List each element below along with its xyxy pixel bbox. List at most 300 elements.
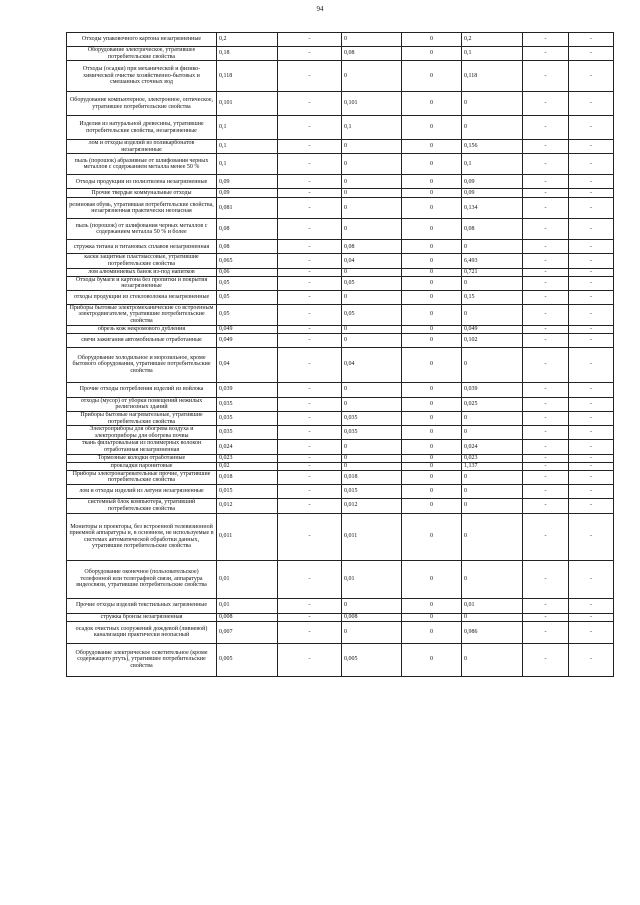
value-cell-4: 0 [402,484,462,498]
value-cell-6: - [523,598,569,613]
value-cell-5: 0 [462,484,523,498]
value-cell-3: 0 [342,454,402,462]
value-cell-7: - [569,240,614,254]
value-cell-7: - [569,268,614,276]
value-cell-6: - [523,440,569,454]
value-cell-2: - [278,560,342,598]
table-row [67,276,614,290]
value-cell-2: - [278,219,342,240]
waste-name-cell: резиновая обувь, утратившая потребительские свойства, незагрязненная практически неопасная [67,198,217,219]
waste-name-cell: стружка бронзы незагрязненная [67,613,217,621]
value-cell-2: - [278,154,342,175]
waste-name-cell: Отходы бумаги и картона без пропитки и покрытия незагрязненные [67,276,217,290]
value-cell-4: 0 [402,198,462,219]
value-cell-2: - [278,240,342,254]
table-row [67,347,614,382]
value-cell-3: 0,08 [342,240,402,254]
value-cell-5: 0,01 [462,598,523,613]
waste-name-cell: Прочие отходы изделий текстильных загрязненные [67,598,217,613]
value-cell-6: - [523,643,569,676]
value-cell-6: - [523,290,569,304]
value-cell-6: - [523,613,569,621]
table-row [67,47,614,61]
value-cell-2: - [278,470,342,484]
value-cell-4: 0 [402,470,462,484]
value-cell-2: - [278,33,342,47]
value-cell-7: - [569,254,614,268]
waste-name-cell: отходы (мусор) от уборки помещений нежилых религиозных зданий [67,397,217,411]
value-cell-3: 0 [342,268,402,276]
value-cell-5: 0,049 [462,325,523,333]
value-cell-3: 0 [342,154,402,175]
value-cell-4: 0 [402,92,462,116]
waste-name-cell: Оборудование оконечное (пользовательское) телефонной или телеграфной связи, аппаратура видеосвязи, утратившие потребительские свойства [67,560,217,598]
waste-name-cell: Оборудование компьютерное, электронное, оптическое, утратившее потребительские свойства [67,92,217,116]
value-cell-3: 0,035 [342,426,402,440]
value-cell-6: - [523,513,569,560]
waste-name-cell: Электроприборы для обогрева воздуха и электроприборы для обогрева почвы [67,426,217,440]
value-cell-2: - [278,268,342,276]
value-cell-7: - [569,140,614,154]
value-cell-1: 0,023 [217,454,278,462]
value-cell-2: - [278,189,342,198]
value-cell-1: 0,049 [217,333,278,347]
value-cell-1: 0,024 [217,440,278,454]
value-cell-4: 0 [402,154,462,175]
value-cell-6: - [523,219,569,240]
table-row [67,304,614,325]
value-cell-6: - [523,484,569,498]
value-cell-5: 0 [462,240,523,254]
value-cell-5: 0,1 [462,47,523,61]
waste-name-cell: Оборудование электрическое осветительное (кроме содержащего ртуть), утратившее потребительские свойства [67,643,217,676]
value-cell-5: 0,986 [462,621,523,643]
value-cell-2: - [278,325,342,333]
waste-name-cell: пыль (порошок) абразивные от шлифования черных металлов с содержанием металла менее 50 % [67,154,217,175]
value-cell-3: 0 [342,598,402,613]
value-cell-4: 0 [402,333,462,347]
value-cell-6: - [523,198,569,219]
value-cell-4: 0 [402,240,462,254]
value-cell-1: 0,18 [217,47,278,61]
value-cell-4: 0 [402,304,462,325]
value-cell-1: 0,05 [217,276,278,290]
value-cell-6: - [523,240,569,254]
value-cell-4: 0 [402,411,462,425]
value-cell-5: 0,156 [462,140,523,154]
value-cell-6: - [523,397,569,411]
value-cell-4: 0 [402,621,462,643]
value-cell-7: - [569,347,614,382]
value-cell-4: 0 [402,276,462,290]
value-cell-7: - [569,621,614,643]
value-cell-2: - [278,513,342,560]
value-cell-4: 0 [402,116,462,140]
value-cell-3: 0 [342,33,402,47]
table-row [67,325,614,333]
waste-name-cell: ткань фильтровальная из полимерных волокон отработанная незагрязненная [67,440,217,454]
value-cell-7: - [569,175,614,189]
value-cell-3: 0 [342,462,402,470]
value-cell-2: - [278,382,342,397]
table-row [67,254,614,268]
value-cell-1: 0,05 [217,290,278,304]
value-cell-6: - [523,333,569,347]
table-row [67,470,614,484]
value-cell-6: - [523,189,569,198]
value-cell-6: - [523,268,569,276]
value-cell-5: 0,023 [462,454,523,462]
value-cell-2: - [278,484,342,498]
value-cell-2: - [278,61,342,92]
value-cell-4: 0 [402,382,462,397]
waste-name-cell: Отходы упаковочного картона незагрязненные [67,33,217,47]
waste-name-cell: Оборудование электрическое, утратившее потребительские свойства [67,47,217,61]
waste-name-cell: Изделия из натуральной древесины, утратившие потребительские свойства, незагрязненные [67,116,217,140]
value-cell-6: - [523,560,569,598]
value-cell-5: 0 [462,411,523,425]
value-cell-4: 0 [402,498,462,513]
value-cell-5: 0,08 [462,219,523,240]
value-cell-1: 0,1 [217,154,278,175]
table-row [67,92,614,116]
value-cell-4: 0 [402,598,462,613]
value-cell-6: - [523,621,569,643]
value-cell-7: - [569,598,614,613]
value-cell-1: 0,049 [217,325,278,333]
waste-name-cell: обрезь кож некромового дубления [67,325,217,333]
value-cell-1: 0,01 [217,560,278,598]
value-cell-7: - [569,498,614,513]
waste-name-cell: Мониторы и проекторы, без встроенной телевизионной приемной аппаратуры и, в основном, не используемые в системах автоматической обработки данных, утратившие потребительские свойства [67,513,217,560]
value-cell-3: 0,08 [342,47,402,61]
value-cell-3: 0,05 [342,276,402,290]
table-row [67,116,614,140]
value-cell-7: - [569,454,614,462]
table-row [67,426,614,440]
value-cell-2: - [278,290,342,304]
waste-name-cell: Оборудование холодильное и морозильное, кроме бытового оборудования, утратившее потребительские свойства [67,347,217,382]
value-cell-3: 0 [342,382,402,397]
value-cell-1: 0,005 [217,643,278,676]
value-cell-4: 0 [402,462,462,470]
value-cell-7: - [569,33,614,47]
value-cell-7: - [569,470,614,484]
value-cell-3: 0,01 [342,560,402,598]
value-cell-4: 0 [402,440,462,454]
value-cell-1: 0,018 [217,470,278,484]
value-cell-4: 0 [402,513,462,560]
value-cell-3: 0,011 [342,513,402,560]
value-cell-6: - [523,33,569,47]
value-cell-1: 0,05 [217,304,278,325]
value-cell-6: - [523,92,569,116]
value-cell-1: 0,065 [217,254,278,268]
value-cell-1: 0,081 [217,198,278,219]
table-row [67,560,614,598]
value-cell-7: - [569,560,614,598]
value-cell-7: - [569,613,614,621]
table-row [67,440,614,454]
value-cell-2: - [278,140,342,154]
value-cell-6: - [523,411,569,425]
value-cell-5: 0 [462,116,523,140]
value-cell-2: - [278,333,342,347]
value-cell-1: 0,011 [217,513,278,560]
value-cell-2: - [278,426,342,440]
value-cell-1: 0,035 [217,397,278,411]
value-cell-1: 0,09 [217,189,278,198]
value-cell-5: 0 [462,304,523,325]
table-row [67,411,614,425]
value-cell-4: 0 [402,219,462,240]
table-row [67,513,614,560]
value-cell-2: - [278,116,342,140]
value-cell-5: 0,025 [462,397,523,411]
value-cell-6: - [523,175,569,189]
value-cell-5: 0 [462,560,523,598]
value-cell-7: - [569,440,614,454]
value-cell-1: 0,09 [217,175,278,189]
value-cell-5: 0 [462,92,523,116]
value-cell-3: 0,008 [342,613,402,621]
value-cell-7: - [569,61,614,92]
value-cell-1: 0,012 [217,498,278,513]
page-number: 94 [316,5,324,13]
table-row [67,613,614,621]
waste-name-cell: каски защитные пластмассовые, утратившие потребительские свойства [67,254,217,268]
value-cell-4: 0 [402,560,462,598]
value-cell-5: 0,039 [462,382,523,397]
value-cell-3: 0 [342,397,402,411]
value-cell-7: - [569,92,614,116]
value-cell-2: - [278,276,342,290]
waste-name-cell: Приборы электронагревательные прочие, утратившие потребительские свойства [67,470,217,484]
waste-name-cell: стружка титана и титановых сплавов незагрязненная [67,240,217,254]
value-cell-5: 0 [462,498,523,513]
value-cell-6: - [523,47,569,61]
value-cell-4: 0 [402,643,462,676]
value-cell-6: - [523,276,569,290]
value-cell-3: 0 [342,290,402,304]
waste-name-cell: отходы продукции из стекловолокна незагрязненные [67,290,217,304]
waste-name-cell: лом и отходы изделий из поликарбонатов незагрязненные [67,140,217,154]
value-cell-5: 0 [462,643,523,676]
value-cell-5: 0,1 [462,154,523,175]
waste-name-cell: осадок очистных сооружений дождевой (ливневой) канализации практически неопасный [67,621,217,643]
table-row [67,598,614,613]
value-cell-7: - [569,189,614,198]
value-cell-7: - [569,397,614,411]
value-cell-7: - [569,325,614,333]
value-cell-4: 0 [402,33,462,47]
value-cell-5: 6,493 [462,254,523,268]
value-cell-3: 0,04 [342,254,402,268]
waste-name-cell: Отходы продукции из полиэтилена незагрязненные [67,175,217,189]
value-cell-1: 0,035 [217,426,278,440]
value-cell-4: 0 [402,47,462,61]
value-cell-2: - [278,621,342,643]
value-cell-1: 0,08 [217,219,278,240]
table-row [67,198,614,219]
value-cell-4: 0 [402,397,462,411]
value-cell-4: 0 [402,61,462,92]
value-cell-6: - [523,470,569,484]
value-cell-7: - [569,276,614,290]
value-cell-3: 0 [342,140,402,154]
table-row [67,333,614,347]
value-cell-3: 0 [342,175,402,189]
value-cell-3: 0 [342,325,402,333]
table-row [67,462,614,470]
value-cell-2: - [278,254,342,268]
value-cell-1: 0,02 [217,462,278,470]
value-cell-2: - [278,643,342,676]
value-cell-4: 0 [402,290,462,304]
value-cell-5: 0,024 [462,440,523,454]
table-row [67,382,614,397]
value-cell-6: - [523,304,569,325]
value-cell-3: 0,035 [342,411,402,425]
value-cell-5: 0 [462,470,523,484]
value-cell-6: - [523,382,569,397]
value-cell-1: 0,06 [217,268,278,276]
value-cell-5: 0,102 [462,333,523,347]
value-cell-6: - [523,140,569,154]
value-cell-6: - [523,154,569,175]
table-row [67,290,614,304]
value-cell-1: 0,1 [217,140,278,154]
table-row [67,454,614,462]
table-row [67,61,614,92]
waste-name-cell: системный блок компьютера, утративший потребительские свойства [67,498,217,513]
value-cell-1: 0,007 [217,621,278,643]
value-cell-2: - [278,462,342,470]
value-cell-7: - [569,426,614,440]
value-cell-2: - [278,92,342,116]
waste-name-cell: свечи зажигания автомобильные отработанные [67,333,217,347]
value-cell-3: 0 [342,198,402,219]
value-cell-7: - [569,513,614,560]
value-cell-2: - [278,440,342,454]
table-row [67,33,614,47]
value-cell-5: 0,721 [462,268,523,276]
value-cell-3: 0 [342,440,402,454]
waste-name-cell: прокладки паронитовые [67,462,217,470]
value-cell-6: - [523,325,569,333]
table-row [67,643,614,676]
waste-name-cell: лом алюминиевых банок из-под напитков [67,268,217,276]
value-cell-5: 0,09 [462,175,523,189]
table-row [67,484,614,498]
value-cell-3: 0,005 [342,643,402,676]
waste-name-cell: Приборы бытовые электромеханические со встроенным электродвигателем, утратившие потребительские свойства [67,304,217,325]
value-cell-2: - [278,397,342,411]
value-cell-2: - [278,198,342,219]
value-cell-2: - [278,347,342,382]
value-cell-4: 0 [402,613,462,621]
value-cell-7: - [569,154,614,175]
waste-name-cell: Приборы бытовые нагревательные, утратившие потребительские свойства [67,411,217,425]
value-cell-3: 0,012 [342,498,402,513]
value-cell-1: 0,101 [217,92,278,116]
value-cell-6: - [523,498,569,513]
value-cell-1: 0,015 [217,484,278,498]
waste-name-cell: Прочие твердые коммунальные отходы [67,189,217,198]
value-cell-7: - [569,219,614,240]
value-cell-5: 0,118 [462,61,523,92]
table-row [67,621,614,643]
value-cell-4: 0 [402,175,462,189]
value-cell-5: 1,137 [462,462,523,470]
value-cell-5: 0 [462,276,523,290]
value-cell-2: - [278,175,342,189]
value-cell-5: 0,134 [462,198,523,219]
value-cell-2: - [278,304,342,325]
value-cell-3: 0,05 [342,304,402,325]
value-cell-7: - [569,484,614,498]
value-cell-5: 0 [462,613,523,621]
waste-name-cell: Тормозные колодки отработанные [67,454,217,462]
value-cell-6: - [523,116,569,140]
value-cell-7: - [569,116,614,140]
value-cell-4: 0 [402,268,462,276]
value-cell-4: 0 [402,189,462,198]
value-cell-4: 0 [402,325,462,333]
value-cell-7: - [569,333,614,347]
value-cell-4: 0 [402,254,462,268]
table-row [67,175,614,189]
value-cell-6: - [523,347,569,382]
value-cell-1: 0,039 [217,382,278,397]
value-cell-7: - [569,462,614,470]
value-cell-7: - [569,290,614,304]
value-cell-1: 0,035 [217,411,278,425]
value-cell-6: - [523,454,569,462]
table-row [67,189,614,198]
waste-name-cell: Отходы (осадки) при механической и физико-химической очистке хозяйственно-бытовых и смешанных сточных вод [67,61,217,92]
value-cell-1: 0,2 [217,33,278,47]
value-cell-7: - [569,411,614,425]
table-row [67,219,614,240]
value-cell-4: 0 [402,426,462,440]
value-cell-5: 0,09 [462,189,523,198]
value-cell-1: 0,118 [217,61,278,92]
value-cell-5: 0 [462,513,523,560]
value-cell-6: - [523,61,569,92]
value-cell-4: 0 [402,347,462,382]
value-cell-1: 0,008 [217,613,278,621]
value-cell-3: 0 [342,621,402,643]
value-cell-4: 0 [402,454,462,462]
value-cell-3: 0,101 [342,92,402,116]
value-cell-2: - [278,47,342,61]
value-cell-3: 0,015 [342,484,402,498]
table-row [67,268,614,276]
value-cell-5: 0,15 [462,290,523,304]
value-cell-4: 0 [402,140,462,154]
value-cell-3: 0 [342,189,402,198]
value-cell-3: 0,018 [342,470,402,484]
table-row [67,240,614,254]
value-cell-6: - [523,254,569,268]
value-cell-1: 0,01 [217,598,278,613]
waste-name-cell: Прочие отходы потребления изделий из войлока [67,382,217,397]
value-cell-2: - [278,613,342,621]
value-cell-3: 0 [342,333,402,347]
waste-table [66,32,614,677]
value-cell-2: - [278,454,342,462]
